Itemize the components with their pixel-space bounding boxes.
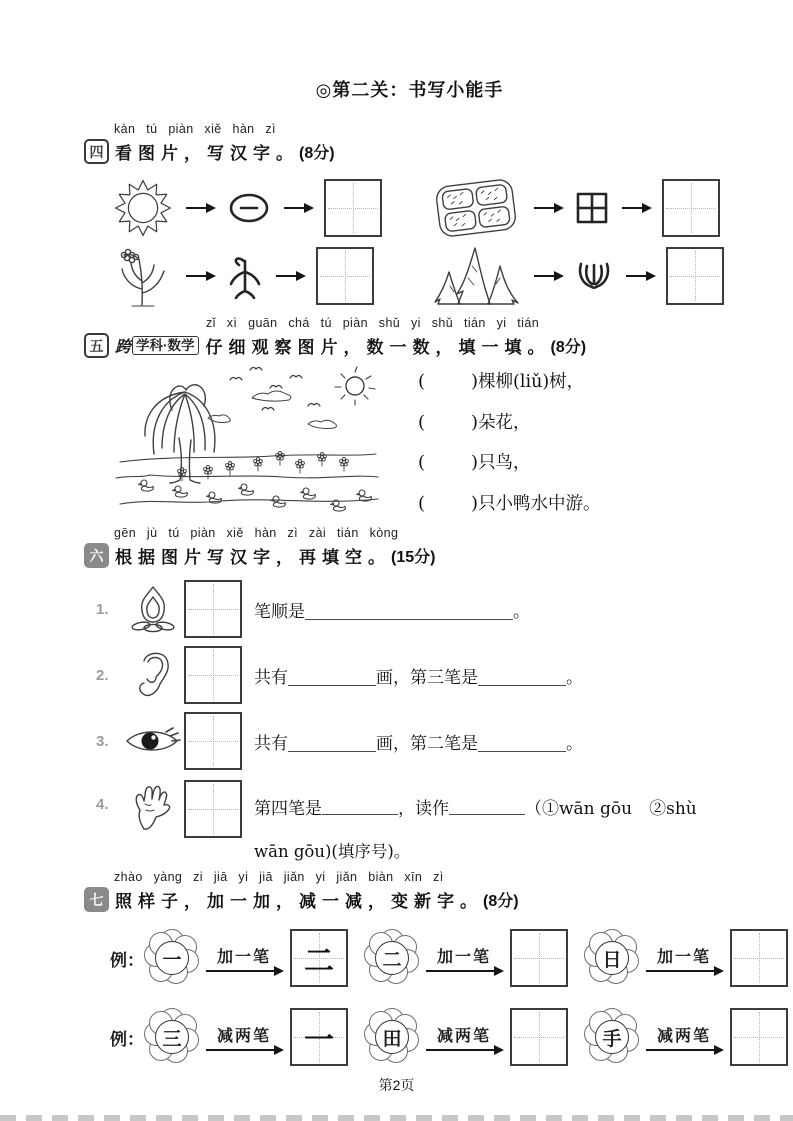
source-character: 手: [595, 1020, 629, 1054]
answer-blank[interactable]: [478, 735, 566, 752]
section-6-number-badge: 六: [84, 543, 109, 568]
section-4-score: (8分): [299, 145, 335, 162]
tianzige-writing-box[interactable]: [510, 1008, 568, 1066]
operation-label: 减两笔: [656, 1026, 711, 1045]
exercise-unit: [586, 929, 788, 987]
section-5-number-badge: 五: [84, 333, 109, 358]
arrow-icon: [206, 1049, 282, 1051]
question-item-4: 4. 第四笔是 ，读作 （①wān gōu ②shù wān gōu)(填序号)。: [96, 778, 735, 862]
section-4-number-badge: 四: [84, 139, 109, 164]
answer-blank[interactable]: [478, 669, 566, 686]
oracle-sun-glyph: [226, 191, 272, 225]
section-5-score: (8分): [550, 339, 587, 356]
subtract-stroke-row: [110, 996, 735, 1078]
section-5-pinyin: zǐ xì guān chá tú piàn shǔ yi shǔ tián yi tián: [206, 316, 540, 330]
campfire-drawing: [122, 584, 184, 634]
exercise-unit: [366, 1008, 568, 1066]
operation-label: 加一笔: [656, 947, 711, 966]
arrow-icon: [276, 275, 304, 277]
oracle-mountain-glyph: [574, 260, 614, 292]
source-character: 田: [375, 1020, 409, 1054]
operation-label: 加一笔: [216, 947, 271, 966]
flower-frame: [146, 1011, 198, 1063]
example-label: 例：: [110, 950, 144, 971]
question-item-2: 2. 共有 画，第三笔是 。: [96, 646, 735, 704]
hand-drawing: [122, 782, 184, 832]
question-item-4-line2: wān gōu)(填序号)。: [254, 842, 411, 861]
arrow-icon: [186, 275, 214, 277]
arrow-icon: [426, 1049, 502, 1051]
item-number: 3.: [96, 732, 109, 750]
source-character: 一: [155, 941, 189, 975]
count-line: ( )棵柳(liǔ)树，: [418, 371, 585, 392]
question-item-1: 1. 笔顺是 。: [96, 580, 735, 638]
cross-subject-badge-prefix: 跨: [115, 339, 132, 356]
source-character: 二: [375, 941, 409, 975]
question-item-3: 3. 共有 画，第二笔是 。: [96, 712, 735, 770]
tianzige-writing-box[interactable]: [666, 247, 724, 305]
example-answer: 一: [304, 1023, 334, 1058]
example-unit: [146, 1008, 348, 1066]
answer-blank[interactable]: [449, 798, 525, 815]
answer-blank[interactable]: [288, 735, 376, 752]
rice-plant-drawing: [112, 243, 174, 309]
exercise-unit: [586, 1008, 788, 1066]
flower-frame: [366, 932, 418, 984]
add-stroke-row: [110, 920, 735, 996]
section-5-body: [84, 362, 735, 524]
arrow-icon: [186, 207, 214, 209]
page-number: 第2页: [378, 1077, 415, 1093]
tianzige-writing-box[interactable]: [184, 580, 242, 638]
arrow-icon: [206, 970, 282, 972]
tianzige-writing-box[interactable]: [730, 929, 788, 987]
example-answer: 二: [304, 944, 334, 979]
section-7-number-badge: 七: [84, 887, 109, 912]
eye-drawing: [122, 726, 184, 756]
example-label: 例：: [110, 1029, 144, 1050]
arrow-icon: [626, 275, 654, 277]
section-4-heading: 看图片，写汉字。: [115, 144, 299, 163]
tianzige-writing-box[interactable]: [324, 179, 382, 237]
section-6: [84, 526, 735, 568]
ear-drawing: [122, 649, 184, 701]
section-7-rows: [84, 920, 735, 1078]
page-title: ◎第二关：书写小能手: [315, 80, 504, 100]
section-7-heading: 照样子，加一加，减一减，变新字。: [115, 892, 483, 911]
operation-label: 加一笔: [436, 947, 491, 966]
source-character: 日: [595, 941, 629, 975]
sun-drawing: [112, 178, 174, 238]
section-5-heading: 仔细观察图片，数一数，填一填。: [205, 338, 551, 357]
arrow-icon: [534, 275, 562, 277]
exercise-unit: [366, 929, 568, 987]
scan-edge-strip: [0, 1115, 793, 1121]
oracle-grain-glyph: [226, 253, 264, 299]
answer-blank[interactable]: [288, 669, 376, 686]
tianzige-writing-box[interactable]: [290, 1008, 348, 1066]
item-number: 4.: [96, 796, 109, 813]
operation-label: 减两笔: [436, 1026, 491, 1045]
source-character: 三: [155, 1020, 189, 1054]
section-4: [84, 122, 735, 164]
oracle-field-glyph: [574, 190, 610, 226]
section-6-items: [84, 580, 735, 862]
section-6-heading: 根据图片写汉字，再填空。: [115, 548, 391, 567]
mountain-drawing: [430, 244, 522, 308]
section-6-pinyin: gēn jù tú piàn xiě hàn zì zài tián kòng: [114, 526, 399, 540]
answer-blank[interactable]: [322, 798, 398, 815]
flower-frame: [586, 1011, 638, 1063]
section-7-score: (8分): [483, 893, 519, 910]
section-6-score: (15分): [391, 549, 436, 566]
answer-blank[interactable]: [305, 603, 513, 620]
flower-frame: [366, 1011, 418, 1063]
count-line: ( )只小鸭水中游。: [418, 492, 601, 514]
tianzige-writing-box[interactable]: [730, 1008, 788, 1066]
count-fill-lines: [418, 362, 601, 524]
item-number: 2.: [96, 666, 109, 684]
operation-label: 减两笔: [216, 1026, 271, 1045]
section-4-pinyin: kàn tú piàn xiě hàn zì: [114, 122, 276, 136]
tianzige-writing-box[interactable]: [316, 247, 374, 305]
tianzige-writing-box[interactable]: [290, 929, 348, 987]
flower-frame: [586, 932, 638, 984]
section-4-picture-rows: [84, 174, 735, 310]
count-line: ( )只鸟，: [418, 452, 531, 473]
count-line: ( )朵花，: [418, 411, 531, 433]
flower-frame: [146, 932, 198, 984]
field-drawing: [430, 175, 522, 241]
section-7: [84, 870, 735, 912]
arrow-icon: [622, 207, 650, 209]
tianzige-writing-box[interactable]: [662, 179, 720, 237]
tianzige-writing-box[interactable]: [510, 929, 568, 987]
arrow-icon: [284, 207, 312, 209]
tianzige-writing-box[interactable]: [184, 646, 242, 704]
arrow-icon: [646, 970, 722, 972]
tianzige-writing-box[interactable]: [184, 780, 242, 838]
item-number: 1.: [96, 600, 109, 618]
arrow-icon: [426, 970, 502, 972]
cross-subject-badge: 学科·数学: [132, 336, 199, 355]
tianzige-writing-box[interactable]: [184, 712, 242, 770]
section-5: [84, 316, 735, 358]
pond-willow-scene: [112, 362, 384, 520]
example-unit: [146, 929, 348, 987]
arrow-icon: [534, 207, 562, 209]
section-7-pinyin: zhào yàng zi jiā yi jiā jiǎn yi jiǎn biàn xīn zì: [114, 870, 444, 884]
arrow-icon: [646, 1049, 722, 1051]
